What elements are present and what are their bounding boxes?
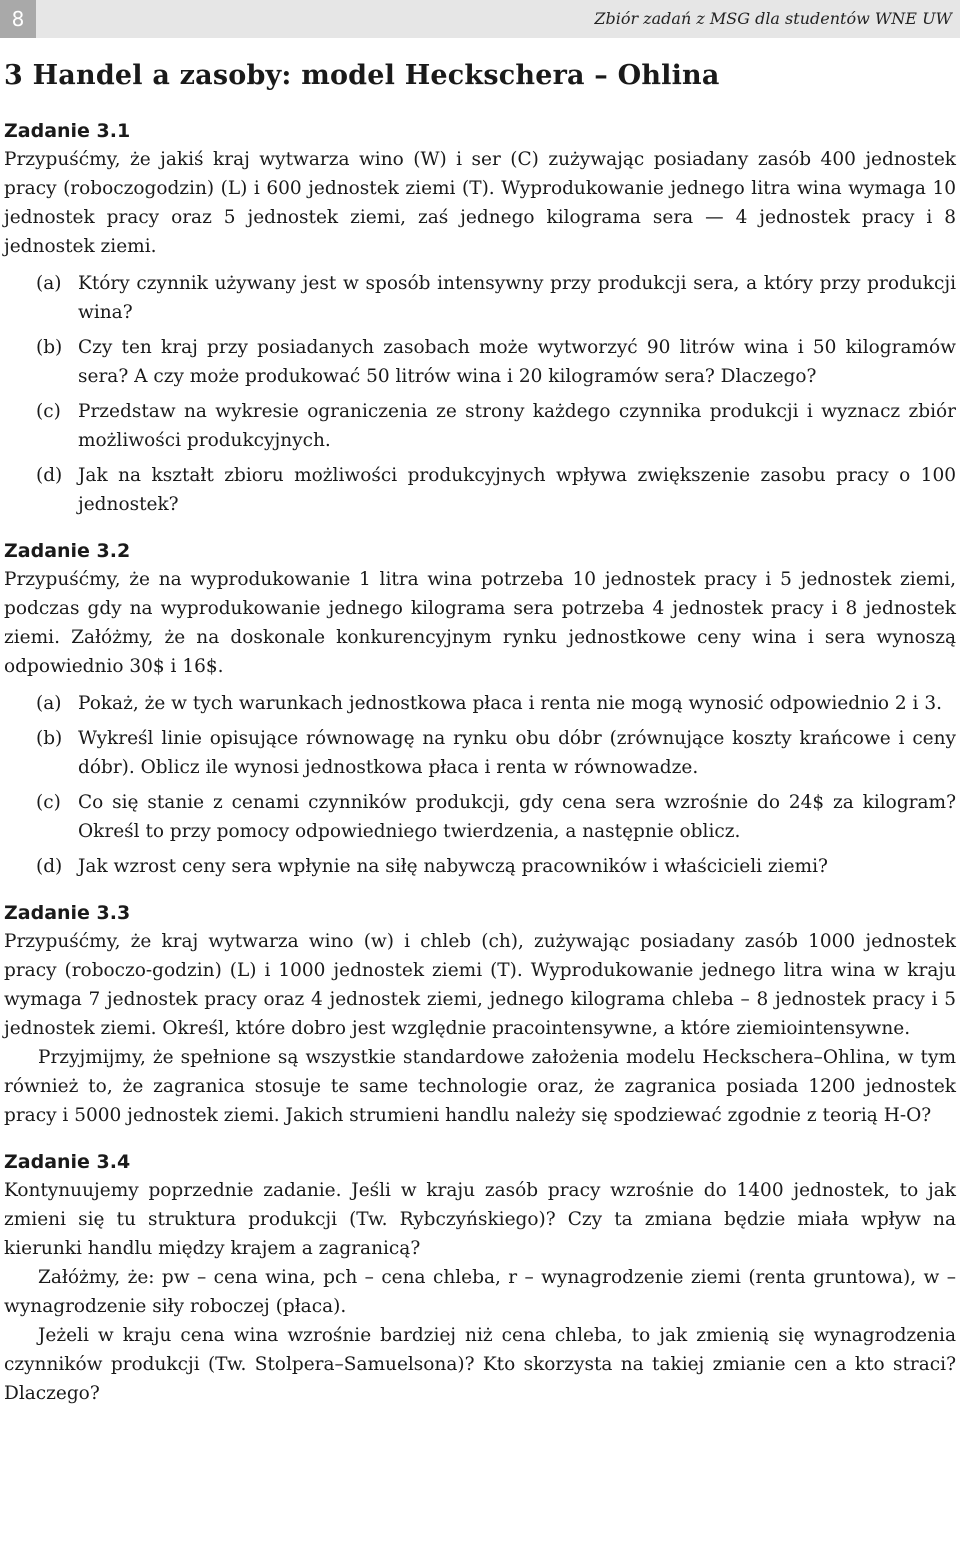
subtask-text: Jak wzrost ceny sera wpłynie na siłę nabywczą pracowników i właścicieli ziemi? [78, 856, 828, 877]
subtask-item [4, 689, 956, 718]
subtask-text: Co się stanie z cenami czynników produkcji, gdy cena sera wzrośnie do 24$ za kilogram? Określ to przy pomocy odpowiedniego twierdzenia, a następnie oblicz. [78, 792, 956, 842]
section-title: 3 Handel a zasoby: model Heckschera – Ohlina [4, 60, 720, 91]
task-3-3 [4, 899, 956, 1130]
task-title: Zadanie 3.2 [4, 540, 131, 562]
task-title: Zadanie 3.3 [4, 902, 131, 924]
subtask-text: Pokaż, że w tych warunkach jednostkowa płaca i renta nie mogą wynosić odpowiednio 2 i 3. [78, 693, 942, 714]
subtask-text: Czy ten kraj przy posiadanych zasobach może wytworzyć 90 litrów wina i 50 kilogramów sera? A czy może produkować 50 litrów wina i 20 kilogramów sera? Dlaczego? [78, 337, 956, 387]
task-paragraph: Załóżmy, że: pw – cena wina, pch – cena chleba, r – wynagrodzenie ziemi (renta gruntowa), w – wynagrodzenie siły roboczej (płaca). [4, 1267, 956, 1317]
subtask-list [4, 689, 956, 881]
task-title: Zadanie 3.1 [4, 120, 131, 142]
subtask-marker: (d) [36, 856, 63, 877]
subtask-list [4, 269, 956, 519]
task-paragraph: Kontynuujemy poprzednie zadanie. Jeśli w kraju zasób pracy wzrośnie do 1400 jednostek, to jak zmieni się tu struktura produkcji (Tw. Rybczyńskiego)? Czy ta zmiana będzie miała wpływ na kierunki handlu między krajem a zagranicą? [4, 1180, 956, 1259]
subtask-marker: (b) [36, 337, 63, 358]
subtask-marker: (d) [36, 465, 63, 486]
subtask-item [4, 852, 956, 881]
page-content [4, 60, 956, 1426]
header-bar [0, 0, 960, 38]
subtask-marker: (a) [36, 693, 62, 714]
subtask-marker: (c) [36, 792, 61, 813]
task-title: Zadanie 3.4 [4, 1151, 131, 1173]
subtask-item [4, 461, 956, 519]
running-title: Zbiór zadań z MSG dla studentów WNE UW [594, 9, 952, 28]
subtask-text: Jak na kształt zbioru możliwości produkcyjnych wpływa zwiększenie zasobu pracy o 100 jednostek? [78, 465, 956, 515]
subtask-item [4, 397, 956, 455]
task-3-2 [4, 537, 956, 881]
subtask-item [4, 788, 956, 846]
subtask-item [4, 724, 956, 782]
subtask-text: Który czynnik używany jest w sposób intensywny przy produkcji sera, a który przy produkcji wina? [78, 273, 956, 323]
task-paragraph: Jeżeli w kraju cena wina wzrośnie bardziej niż cena chleba, to jak zmienią się wynagrodzenia czynników produkcji (Tw. Stolpera–Samuelsona)? Kto skorzysta na takiej zmianie cen a kto straci? Dlaczego? [4, 1325, 956, 1404]
subtask-marker: (c) [36, 401, 61, 422]
page-number: 8 [0, 0, 36, 38]
task-paragraph: Przyjmijmy, że spełnione są wszystkie standardowe założenia modelu Heckschera–Ohlina, w tym również to, że zagranica stosuje te same technologie oraz, że zagranica posiada 1200 jednostek pracy i 5000 jednostek ziemi. Jakich strumieni handlu należy się spodziewać zgodnie z teorią H-O? [4, 1047, 956, 1126]
task-paragraph: Przypuśćmy, że kraj wytwarza wino (w) i chleb (ch), zużywając posiadany zasób 1000 jednostek pracy (roboczo-godzin) (L) i 1000 jednostek ziemi (T). Wyprodukowanie jednego litra wina w kraju wymaga 7 jednostek pracy oraz 4 jednostek ziemi, jednego kilograma chleba – 8 jednostek pracy i 5 jednostek ziemi. Określ, które dobro jest względnie pracointensywne, a które ziemiointensywne. [4, 931, 956, 1039]
subtask-item [4, 269, 956, 327]
task-3-1 [4, 117, 956, 519]
subtask-marker: (a) [36, 273, 62, 294]
task-paragraph: Przypuśćmy, że na wyprodukowanie 1 litra wina potrzeba 10 jednostek pracy i 5 jednostek ziemi, podczas gdy na wyprodukowanie jednego kilograma sera potrzeba 4 jednostek pracy i 8 jednostek ziemi. Załóżmy, że na doskonale konkurencyjnym rynku jednostkowe ceny wina i sera wynoszą odpowiednio 30$ i 16$. [4, 569, 956, 677]
subtask-text: Wykreśl linie opisujące równowagę na rynku obu dóbr (zrównujące koszty krańcowe i ceny dóbr). Oblicz ile wynosi jednostkowa płaca i renta w równowadze. [78, 728, 956, 778]
subtask-marker: (b) [36, 728, 63, 749]
task-3-4 [4, 1148, 956, 1408]
subtask-item [4, 333, 956, 391]
subtask-text: Przedstaw na wykresie ograniczenia ze strony każdego czynnika produkcji i wyznacz zbiór możliwości produkcyjnych. [78, 401, 956, 451]
task-paragraph: Przypuśćmy, że jakiś kraj wytwarza wino (W) i ser (C) zużywając posiadany zasób 400 jednostek pracy (roboczogodzin) (L) i 600 jednostek ziemi (T). Wyprodukowanie jednego litra wina wymaga 10 jednostek pracy oraz 5 jednostek ziemi, zaś jednego kilograma sera — 4 jednostek pracy i 8 jednostek ziemi. [4, 149, 956, 257]
